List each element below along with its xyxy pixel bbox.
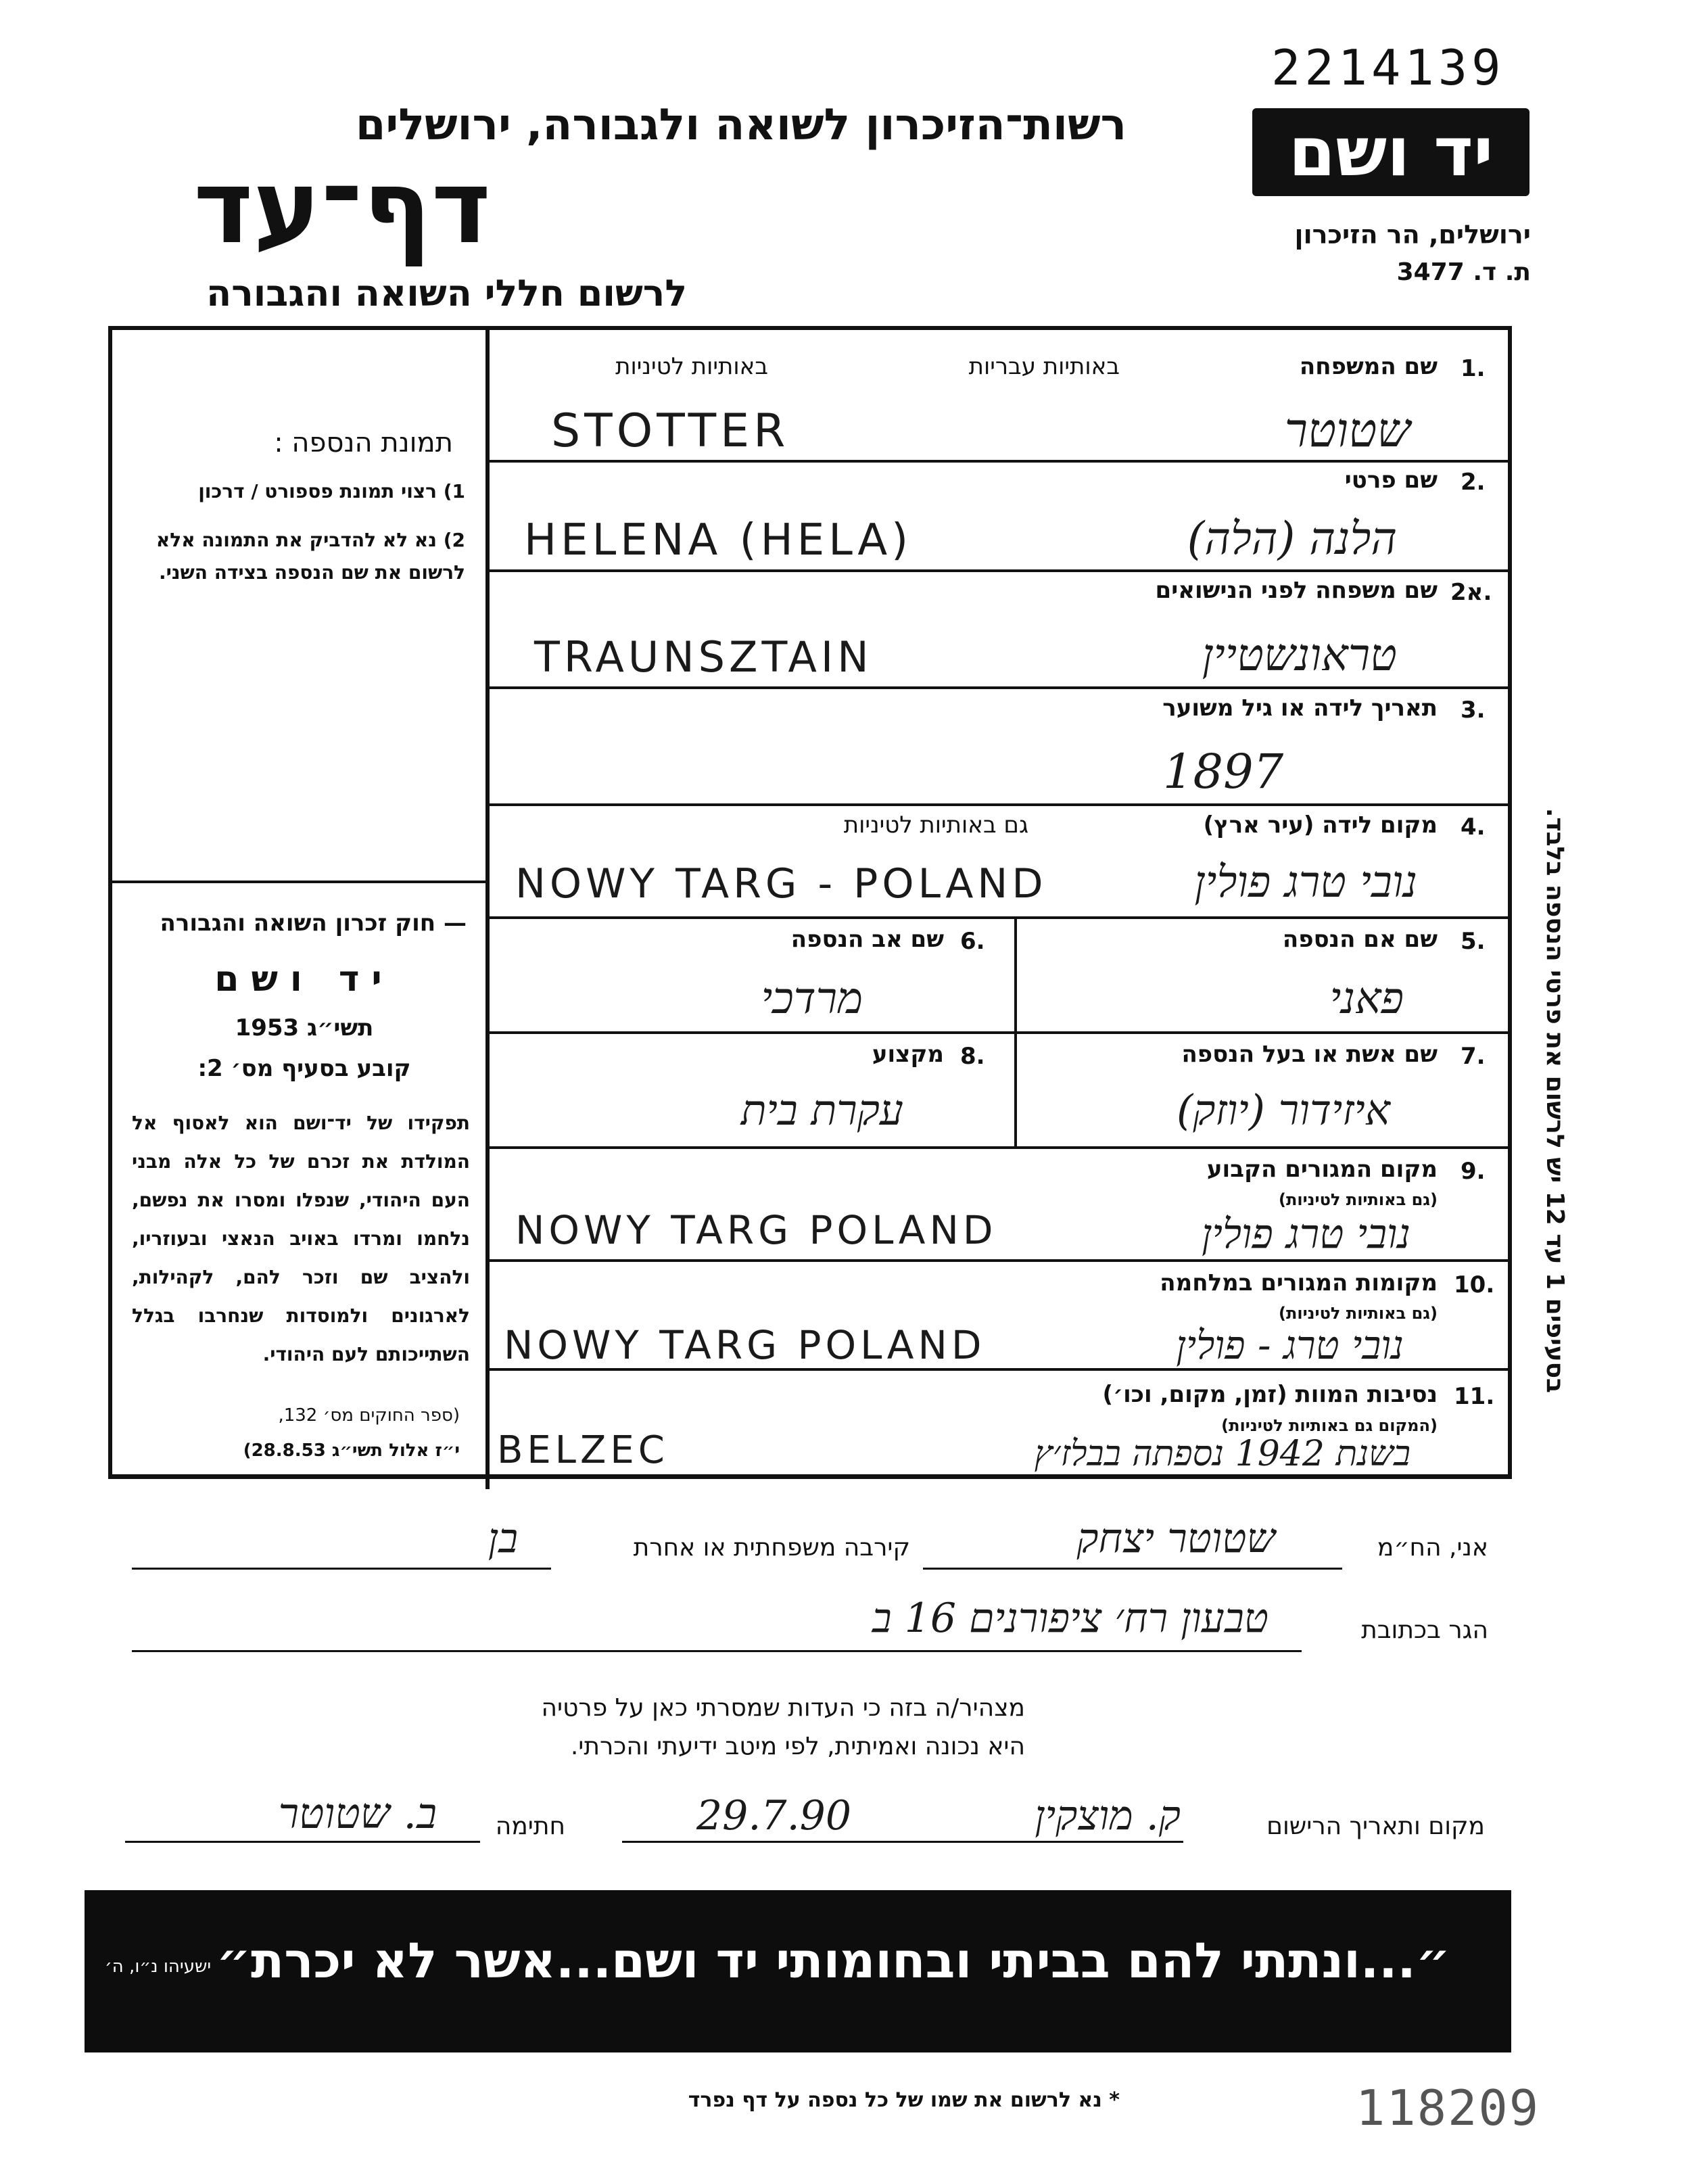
field-1-latin-value: STOTTER [551,404,790,458]
field-11-latin-value: BELZEC [497,1428,669,1472]
banner-quote: ״...ונתתי להם בביתי ובחומותי יד ושם...אשר לא יכרת״ [216,1932,1450,1989]
photo-title: תמונת הנספה : [274,427,453,459]
law-text: תפקידו של יד־ושם הוא לאסוף אל המולדת את זכרם של כל אלה מבני העם היהודי, שנפלו ומסרו את נפשם, נלחמו ומרדו באויב הנאצי ובעוזריו, ולהציב שם וזכר להם, לקהילות, לארגונים ולמוסדות שנחרבו בגלל השתייכותם לעם היהודי. [132,1112,470,1365]
field-3-number: 3. [1461,697,1486,724]
kinship-label: קירבה משפחתית או אחרת [633,1534,910,1562]
field-9-number: 9. [1461,1158,1486,1185]
field-2a-label: שם משפחה לפני הנישואים [1155,577,1438,604]
quote-banner [85,1890,1511,2052]
address-line-1: ירושלים, הר הזיכרון [1294,220,1531,250]
law-ref-2: י״ז אלול תשי״ג 28.8.53) [243,1440,460,1461]
field-1-hebrew-column: באותיות עבריות [968,353,1120,380]
field-11-number: 11. [1454,1383,1495,1410]
field-7-value: איזידור (יוזק) [1177,1085,1390,1135]
declarant-value: שטוטר יצחק [1076,1515,1275,1562]
banner-source: ישעיהו נ״ו, ה׳ [105,1956,212,1977]
field-2-hebrew-value: הלנה (הלה) [1187,513,1397,565]
field-10-number: 10. [1454,1271,1495,1298]
signature-label: חתימה [495,1812,565,1840]
field-10-sub: (גם באותיות לטיניות) [1279,1304,1438,1323]
field-10-latin-value: NOWY TARG POLAND [504,1322,986,1368]
kinship-value: בן [488,1515,518,1562]
field-2a-latin-value: TRAUNSZTAIN [534,632,873,682]
field-8-value: עקרת בית [740,1085,903,1135]
field-9-sub: (גם באותיות לטיניות) [1279,1190,1438,1209]
statement-line-1: מצהיר/ה בזה כי העדות שמסרתי כאן על פרטיה [541,1694,1025,1722]
law-year: תשי״ג 1953 [235,1014,374,1041]
field-2-number: 2. [1461,469,1486,496]
field-2-label: שם פרטי [1344,467,1438,494]
footer-note: * נא לרשום את שמו של כל נספה על דף נפרד [688,2088,1120,2112]
address-line-2: ת. ד. 3477 [1396,258,1531,286]
form-subtitle: לרשום חללי השואה והגבורה [206,272,687,314]
field-1-label: שם המשפחה [1299,353,1438,380]
form-title: דף־עד [193,149,491,266]
field-9-latin-value: NOWY TARG POLAND [515,1207,997,1253]
field-5-value: פאני [1329,974,1404,1024]
field-1-latin-column: באותיות לטיניות [615,353,768,380]
field-4-hebrew-value: נובי טרג פולין [1194,858,1417,908]
field-7-number: 7. [1461,1043,1486,1070]
side-note: בסעיפים 1 עד 12 יש לרשום את פרטי הנספה בלבד. [1541,807,1569,1393]
field-7-label: שם אשת או בעל הנספה [1181,1041,1438,1068]
law-title: — חוק זכרון השואה והגבורה [160,910,467,937]
logo-text: יד ושם [1288,112,1494,191]
field-9-label: מקום המגורים הקבוע [1206,1156,1438,1183]
field-2-latin-value: HELENA (HELA) [524,515,913,565]
stamp-number: 118209 [1356,2080,1540,2136]
field-4-latin-column: גם באותיות לטיניות [843,812,1028,839]
address-value: טבעון רח׳ ציפורנים 16 ב [872,1595,1268,1642]
field-9-hebrew-value: נובי טרג פולין [1201,1211,1410,1258]
field-5-label: שם אם הנספה [1282,926,1438,953]
field-1-number: 1. [1461,355,1486,382]
field-2a-hebrew-value: טראונשטיין [1202,629,1397,681]
field-11-sub: (המקום גם באותיות לטיניות) [1221,1416,1438,1435]
photo-note-1: 1) רצוי תמונת פספורט / דרכון [198,480,465,502]
field-10-hebrew-value: נובי טרג - פולין [1176,1322,1404,1368]
field-11-label: נסיבות המוות (זמן, מקום, וכו׳) [1102,1381,1438,1408]
address-label: הגר בכתובת [1361,1616,1488,1644]
field-11-hebrew-value: בשנת 1942 נספתה בבלז׳ץ [1034,1434,1410,1474]
field-6-number: 6. [960,928,985,955]
field-4-latin-value: NOWY TARG - POLAND [515,860,1047,908]
field-2a-number: 2א. [1450,579,1492,606]
place-date-label: מקום ותאריך הרישום [1266,1812,1485,1840]
field-3-label: תאריך לידה או גיל משוער [1162,695,1438,722]
date-value: 29.7.90 [696,1792,852,1839]
field-8-label: מקצוע [872,1041,944,1068]
photo-note-2: 2) נא לא להדביק את התמונה אלא לרשום את שם הנספה בצידה השני. [156,529,465,584]
field-1-hebrew-value: שטוטר [1284,402,1410,458]
field-5-number: 5. [1461,928,1486,955]
authority-title: רשות־הזיכרון לשואה ולגבורה, ירושלים [355,100,1126,150]
field-3-value: 1897 [1163,744,1284,799]
law-ref-1: (ספר החוקים מס׳ 132, [278,1405,460,1426]
law-name: יד ושם [214,959,394,1000]
field-6-label: שם אב הנספה [790,926,944,953]
statement-line-2: היא נכונה ואמיתית, לפי מיטב ידיעתי והכרתי. [570,1733,1025,1760]
field-4-label: מקום לידה (עיר ארץ) [1203,812,1438,839]
yad-vashem-logo [1252,108,1529,196]
document-number: 2214139 [1271,39,1505,96]
field-6-value: מרדכי [761,974,863,1024]
field-8-number: 8. [960,1043,985,1070]
field-4-number: 4. [1461,814,1486,841]
signature-value: ב. שטוטר [278,1789,437,1838]
declarant-label: אני, הח״מ [1377,1534,1488,1562]
place-value: ק. מוצקין [1035,1792,1181,1839]
field-10-label: מקומות המגורים במלחמה [1160,1269,1438,1296]
law-clause: קובע בסעיף מס׳ 2: [197,1055,411,1082]
